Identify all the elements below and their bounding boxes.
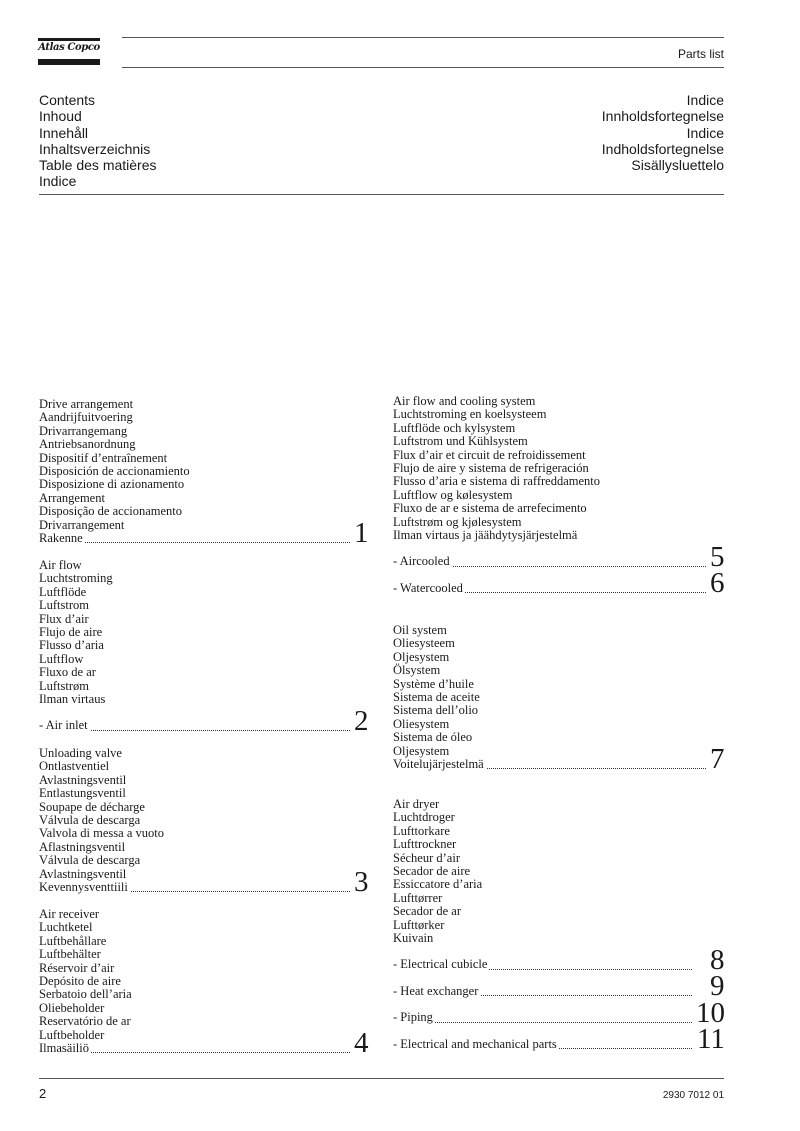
- contents-heading-line: Innehåll: [39, 124, 89, 141]
- dot-leader: [39, 542, 350, 543]
- document-number: 2930 7012 01: [662, 1090, 724, 1101]
- section-title-line: Luftbeholder: [39, 1027, 105, 1042]
- section-title-line: Avlastningsventil: [39, 866, 127, 881]
- section-title-line: Oljesystem: [393, 649, 450, 664]
- toc-entry[interactable]: [39, 704, 369, 737]
- section-title-line: Air flow: [39, 558, 82, 572]
- section-title-line: Luchtstroming: [39, 571, 113, 586]
- contents-heading-line: Inhoud: [39, 108, 82, 125]
- toc-page-number: 8: [710, 943, 725, 976]
- section-title-line: Antriebsanordnung: [39, 437, 136, 452]
- section-title-line: Válvula de descarga: [39, 813, 141, 828]
- logo-top-bar: [38, 38, 100, 41]
- toc-entry-label: - Heat exchanger: [393, 983, 479, 998]
- contents-heading-line: Indice: [686, 92, 724, 108]
- toc-entry-label: - Aircooled: [393, 554, 450, 569]
- section-title-line: Luftbehälter: [39, 947, 101, 962]
- section-title-line: Depósito de aire: [39, 974, 121, 989]
- section-title-line: Luftflow: [39, 651, 84, 666]
- section-title-line: Ilman virtaus: [39, 692, 106, 707]
- dot-leader: [393, 1022, 692, 1023]
- toc-page-number: 6: [710, 567, 725, 600]
- section-title-line: Entlastungsventil: [39, 786, 126, 801]
- toc-entry-label: Voitelujärjestelmä: [393, 757, 484, 772]
- toc-page-number: 7: [710, 743, 725, 776]
- section-title-line: Air dryer: [393, 797, 440, 811]
- section-title-line: Air receiver: [39, 907, 100, 921]
- toc-entry[interactable]: [393, 567, 725, 600]
- toc-entry[interactable]: [393, 943, 725, 976]
- atlas-copco-logo: [38, 38, 100, 68]
- toc-entry-label: - Watercooled: [393, 580, 463, 595]
- section-title-line: Secador de aire: [393, 864, 471, 879]
- section-title-line: Secador de ar: [393, 904, 462, 919]
- section-title-line: Kuivain: [393, 931, 434, 946]
- toc-entry-label: Kevennysventtiili: [39, 880, 128, 895]
- section-title-line: Sistema dell’olio: [393, 703, 479, 718]
- toc-entry-label: Ilmasäiliö: [39, 1041, 89, 1056]
- section-title-line: Flux d’air: [39, 611, 89, 626]
- toc-entry[interactable]: [393, 540, 725, 573]
- section-title-line: Unloading valve: [39, 746, 122, 760]
- section-title-line: Fluxo de ar e sistema de arrefecimento: [393, 501, 587, 516]
- section-title-line: Disposição de accionamento: [39, 504, 183, 519]
- section-title-line: Luchtstroming en koelsysteem: [393, 407, 547, 422]
- toc-page-number: 2: [354, 704, 369, 737]
- toc-entry-label: - Air inlet: [39, 718, 88, 733]
- section-title-line: Luftstrom und Kühlsystem: [393, 434, 528, 449]
- section-title-line: Ontlastventiel: [39, 759, 110, 774]
- contents-heading-line: Indice: [686, 124, 724, 141]
- section-title-line: Drivarrangement: [39, 517, 125, 532]
- contents-heading-line: Table des matières: [39, 157, 157, 174]
- contents-heading-line: Innholdsfortegnelse: [601, 108, 724, 125]
- section-title-line: Essiccatore d’aria: [393, 877, 483, 892]
- section-title-line: Arrangement: [39, 490, 105, 505]
- toc-page-number: 1: [354, 517, 369, 550]
- toc-entry[interactable]: [393, 1023, 725, 1056]
- section-title-line: Lufttørker: [393, 917, 445, 932]
- section-title-line: Flujo de aire: [39, 625, 103, 640]
- section-air-dryer: [393, 797, 725, 1056]
- section-title-line: Serbatoio dell’aria: [39, 987, 132, 1002]
- section-title-line: Luchtketel: [39, 920, 93, 935]
- contents-heading-line: Sisällysluettelo: [631, 157, 724, 174]
- section-title-line: Sistema de aceite: [393, 690, 480, 705]
- section-drive-arrangement: [39, 397, 369, 550]
- toc-page-number: 10: [696, 996, 725, 1029]
- contents-heading-line: Indholdsfortegnelse: [601, 140, 724, 157]
- toc-entry-label: Rakenne: [39, 531, 83, 546]
- contents-heading-line: Inhaltsverzeichnis: [39, 140, 151, 157]
- section-title-line: Luftstrom: [39, 598, 89, 613]
- section-title-line: Lufttorkare: [393, 823, 450, 838]
- section-title-line: Drive arrangement: [39, 397, 134, 411]
- header-bottom-rule: [122, 67, 724, 68]
- section-title-line: Lufttrockner: [393, 837, 457, 852]
- logo-bottom-bar: [38, 59, 100, 65]
- contents-heading-line: Contents: [39, 92, 96, 108]
- contents-rule: [39, 194, 724, 195]
- section-title-line: Oil system: [393, 623, 447, 637]
- section-title-line: Flujo de aire y sistema de refrigeración: [393, 461, 589, 476]
- section-title-line: Aandrijfuitvoering: [39, 410, 133, 425]
- section-title-line: Oliesysteem: [393, 636, 455, 651]
- section-title-line: Oljesystem: [393, 743, 450, 758]
- section-title-line: Luftflow og kølesystem: [393, 487, 513, 502]
- section-oil-system: [393, 623, 725, 776]
- section-title-line: Flusso d’aria e sistema di raffreddamento: [393, 474, 601, 489]
- contents-heading-line: Indice: [39, 173, 77, 190]
- section-title-line: Luftbehållare: [39, 933, 107, 948]
- section-title-line: Dispositif d’entraînement: [39, 450, 168, 465]
- section-air-flow: [39, 558, 369, 737]
- section-title-line: Soupape de décharge: [39, 799, 145, 814]
- logo-wordmark: Atlas Copco: [38, 42, 100, 53]
- section-title-line: Fluxo de ar: [39, 665, 96, 680]
- toc-page-number: 5: [710, 540, 725, 573]
- section-title-line: Valvola di messa a vuoto: [39, 826, 164, 841]
- section-title-line: Air flow and cooling system: [393, 394, 536, 408]
- section-title-line: Ilman virtaus ja jäähdytysjärjestelmä: [393, 528, 578, 543]
- section-title-line: Oliesystem: [393, 716, 450, 731]
- section-title-line: Réservoir d’air: [39, 960, 115, 975]
- section-cooling-system: [393, 394, 725, 600]
- section-title-line: Luchtdroger: [393, 810, 455, 825]
- section-title-line: Luftstrøm: [39, 678, 89, 693]
- section-title-line: Luftflöde och kylsystem: [393, 420, 516, 435]
- section-title-line: Ölsystem: [393, 663, 441, 678]
- section-title-line: Luftflöde: [39, 584, 87, 599]
- section-title-line: Flux d’air et circuit de refroidissement: [393, 447, 586, 462]
- toc-page-number: 9: [710, 970, 725, 1003]
- toc-entry-label: - Electrical cubicle: [393, 957, 488, 972]
- toc-entry[interactable]: [393, 996, 725, 1029]
- toc-page-number: 3: [354, 866, 369, 899]
- section-air-receiver: [39, 907, 369, 1060]
- footer-rule: [39, 1078, 724, 1079]
- section-title-line: Reservatório de ar: [39, 1014, 131, 1029]
- section-title-line: Sécheur d’air: [393, 850, 460, 865]
- section-title-line: Lufttørrer: [393, 890, 443, 905]
- section-title-line: Válvula de descarga: [39, 853, 141, 868]
- section-title-line: Disposición de accionamiento: [39, 464, 190, 479]
- section-unloading-valve: [39, 746, 369, 899]
- section-title-line: Luftstrøm og kjølesystem: [393, 514, 522, 529]
- section-title-line: Avlastningsventil: [39, 772, 127, 787]
- contents-heading-left: [39, 92, 157, 190]
- document-type: Parts list: [677, 47, 724, 61]
- page-number: 2: [39, 1086, 47, 1101]
- toc-entry[interactable]: [393, 970, 725, 1003]
- section-title-line: Système d’huile: [393, 676, 474, 691]
- toc-page-number: 4: [354, 1027, 369, 1060]
- toc-entry-label: - Piping: [393, 1010, 433, 1025]
- toc-page-number: 11: [697, 1023, 725, 1056]
- contents-heading-right: [602, 92, 724, 173]
- section-title-line: Oliebeholder: [39, 1000, 105, 1015]
- section-title-line: Flusso d’aria: [39, 638, 104, 653]
- section-title-line: Sistema de óleo: [393, 730, 473, 745]
- section-title-line: Disposizione di azionamento: [39, 477, 185, 492]
- toc-entry-label: - Electrical and mechanical parts: [393, 1036, 557, 1051]
- header-top-rule: [122, 37, 724, 38]
- section-title-line: Drivarrangemang: [39, 423, 128, 438]
- section-title-line: Aflastningsventil: [39, 839, 126, 854]
